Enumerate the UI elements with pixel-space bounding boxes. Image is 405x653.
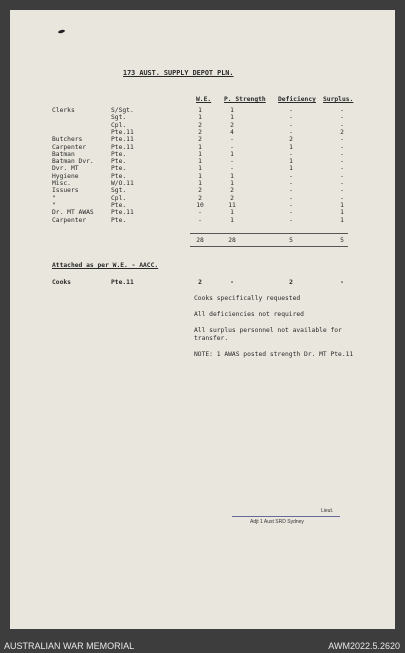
table-cell-we: 2 [198,121,202,129]
table-cell-we: - [198,216,202,224]
table-cell-we: 2 [198,128,202,136]
table-cell-we: 10 [196,201,204,209]
table-cell-sur: - [340,165,344,173]
attached-we: 2 [198,279,202,286]
table-cell-rank: Pte. [111,165,127,173]
totals-rule-bottom [190,246,348,247]
table-cell-role: " [52,201,56,209]
table-cell-role: Batman Dvr. [52,158,94,166]
table-cell-def: - [289,121,293,129]
table-cell-rank: Pte.11 [111,136,134,144]
total-surplus: 5 [340,237,344,244]
totals-rule-top [190,233,348,234]
table-cell-ps: 2 [230,121,234,129]
attached-rank: Pte.11 [111,279,134,286]
table-cell-we: 1 [198,143,202,151]
note-cooks: Cooks specifically requested [194,295,301,302]
signature-line [232,516,340,517]
table-cell-def: - [289,194,293,202]
table-cell-def: - [289,114,293,122]
table-cell-ps: 2 [230,194,234,202]
table-cell-ps: 4 [230,128,234,136]
note-awas: NOTE: 1 AWAS posted strength Dr. MT Pte.11 [194,351,354,358]
table-cell-def: 1 [289,158,293,166]
attached-deficiency: 2 [289,279,293,286]
attached-surplus: - [340,279,344,286]
table-cell-rank: S/Sgt. [111,107,134,114]
table-cell-def: - [289,128,293,136]
table-cell-role: Misc. [52,180,71,187]
table-cell-def: - [289,187,293,195]
table-cell-rank: Pte. [111,172,127,180]
table-cell-rank: W/O.11 [111,180,134,187]
table-cell-sur: - [340,114,344,122]
column-header-deficiency: Deficiency [278,96,316,103]
table-cell-we: 1 [198,172,202,180]
table-cell-def: - [289,180,293,187]
total-strength: 28 [228,237,236,244]
document-page [10,10,395,629]
table-cell-role: Hygiene [52,172,79,180]
table-cell-def: - [289,216,293,224]
table-cell-sur: - [340,180,344,187]
total-deficiency: 5 [289,237,293,244]
table-cell-rank: Pte. [111,201,127,209]
table-cell-role: Butchers [52,136,83,144]
table-cell-role: Carpenter [52,216,87,224]
total-we: 28 [196,237,204,244]
table-cell-rank: Pte.11 [111,143,134,151]
table-cell-rank: Pte. [111,158,127,166]
table-cell-we: 2 [198,136,202,144]
table-cell-rank: Pte.11 [111,209,134,217]
table-cell-rank: Pte. [111,216,127,224]
table-cell-we: 1 [198,107,202,114]
table-cell-role: Clerks [52,107,75,114]
table-cell-ps: 11 [228,201,236,209]
document-title: 173 AUST. SUPPLY DEPOT PLN. [123,69,234,77]
attached-heading: Attached as per W.E. - AACC. [52,262,159,269]
table-cell-role: Dvr. MT [52,165,79,173]
signature-title: Adjt 1 Aust SRD Sydney [250,519,304,525]
table-cell-ps: 1 [230,107,234,114]
table-cell-ps: - [230,143,234,151]
table-cell-sur: - [340,121,344,129]
table-cell-rank: Sgt. [111,114,127,122]
table-cell-def: 2 [289,136,293,144]
footer-institution: AUSTRALIAN WAR MEMORIAL [4,641,135,651]
table-cell-we: 1 [198,114,202,122]
table-cell-sur: - [340,107,344,114]
table-cell-sur: 2 [340,128,344,136]
table-cell-role: Carpenter [52,143,87,151]
footer-accession-number: AWM2022.5.2620 [328,641,400,651]
table-cell-sur: - [340,194,344,202]
table-cell-ps: - [230,158,234,166]
table-cell-rank: Cpl. [111,194,127,202]
table-cell-rank: Pte.11 [111,128,134,136]
column-header-strength: P. Strength [224,96,266,103]
table-cell-we: 2 [198,194,202,202]
table-cell-sur: 1 [340,216,344,224]
attached-role: Cooks [52,279,71,286]
table-cell-ps: - [230,136,234,144]
table-cell-we: 1 [198,158,202,166]
table-cell-role: Issuers [52,187,79,195]
table-cell-sur: 1 [340,209,344,217]
table-cell-role: Dr. MT AWAS [52,209,94,217]
note-surplus-line1: All surplus personnel not available for [194,327,342,334]
table-cell-role: " [52,194,56,202]
table-cell-ps: 1 [230,180,234,187]
table-cell-we: 1 [198,180,202,187]
table-cell-we: 1 [198,165,202,173]
table-cell-ps: 1 [230,114,234,122]
table-cell-we: 2 [198,187,202,195]
table-cell-ps: 2 [230,187,234,195]
table-cell-ps: - [230,165,234,173]
table-cell-def: - [289,209,293,217]
column-header-we: W.E. [196,96,212,103]
table-cell-def: - [289,201,293,209]
table-cell-sur: - [340,150,344,158]
table-cell-sur: - [340,143,344,151]
table-cell-sur: - [340,187,344,195]
note-deficiencies: All deficiencies not required [194,311,304,318]
table-cell-rank: Sgt. [111,187,127,195]
table-cell-role: Batman [52,150,75,158]
table-cell-rank: Cpl. [111,121,127,129]
table-cell-def: - [289,172,293,180]
table-cell-rank: Pte. [111,150,127,158]
signature-rank: Lieut. [321,508,334,514]
table-cell-ps: 1 [230,216,234,224]
table-cell-ps: 1 [230,172,234,180]
table-cell-sur: - [340,158,344,166]
table-cell-def: 1 [289,143,293,151]
table-cell-def: - [289,150,293,158]
column-header-surplus: Surplus. [323,96,354,103]
table-cell-def: 1 [289,165,293,173]
attached-strength: - [230,279,234,286]
table-cell-sur: - [340,136,344,144]
table-cell-def: - [289,107,293,114]
table-cell-ps: 1 [230,209,234,217]
table-cell-we: 1 [198,150,202,158]
table-cell-sur: 1 [340,201,344,209]
table-cell-sur: - [340,172,344,180]
punch-hole-mark [58,29,66,34]
note-surplus-line2: transfer. [194,335,229,342]
table-cell-ps: 1 [230,150,234,158]
table-cell-we: - [198,209,202,217]
